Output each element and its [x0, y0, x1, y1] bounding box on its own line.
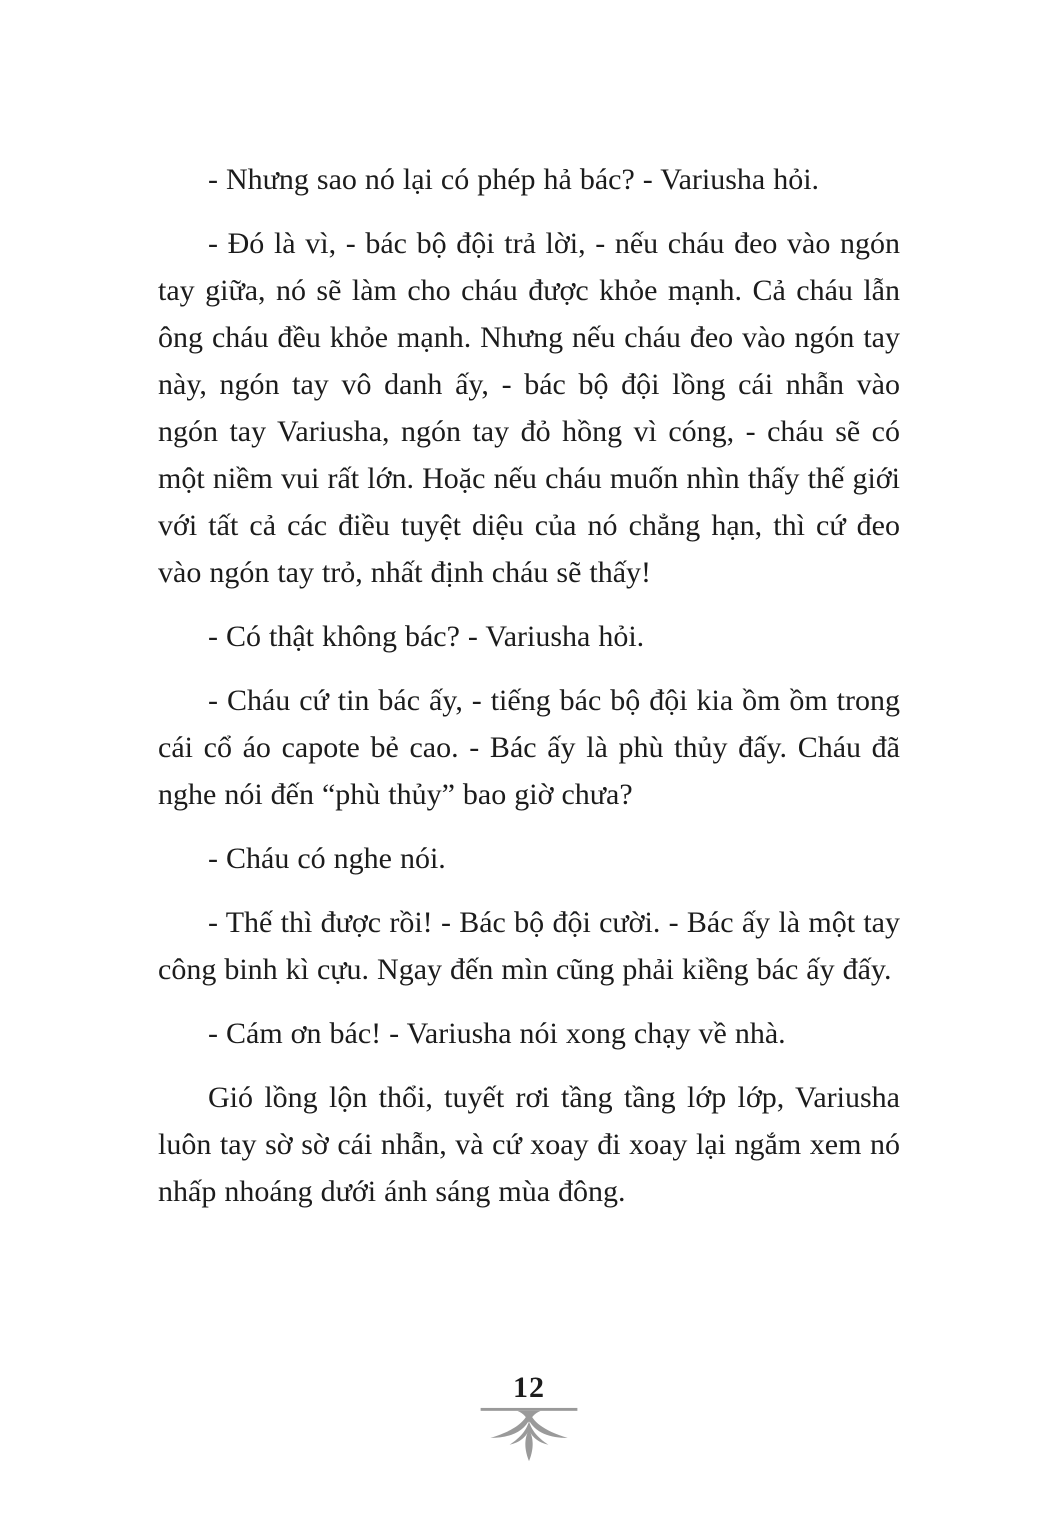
page-number: 12: [513, 1371, 545, 1404]
paragraph: Gió lồng lộn thổi, tuyết rơi tầng tầng lớp lớp, Variusha luôn tay sờ sờ cái nhẫn, và cứ xoay đi xoay lại ngắm xem nó nhấp nhoáng dưới ánh sáng mùa đông.: [158, 1081, 900, 1208]
paragraph: - Cháu cứ tin bác ấy, - tiếng bác bộ đội kia ồm ồm trong cái cổ áo capote bẻ cao. - Bác ấy là phù thủy đấy. Cháu đã nghe nói đến “phù thủy” bao giờ chưa?: [158, 684, 900, 811]
paragraph: - Nhưng sao nó lại có phép hả bác? - Variusha hỏi.: [208, 163, 820, 196]
paragraph: - Thế thì được rồi! - Bác bộ đội cười. - Bác ấy là một tay công binh kì cựu. Ngay đến mìn cũng phải kiềng bác ấy đấy.: [158, 906, 900, 986]
paragraph: - Cháu có nghe nói.: [208, 842, 446, 875]
paragraph: - Cám ơn bác! - Variusha nói xong chạy về nhà.: [208, 1017, 786, 1050]
ornament-rule: [481, 1408, 578, 1411]
text-block: [158, 156, 900, 1215]
paragraph: - Có thật không bác? - Variusha hỏi.: [208, 620, 645, 653]
fleuron-icon: [479, 1406, 579, 1466]
paragraph: - Đó là vì, - bác bộ đội trả lời, - nếu cháu đeo vào ngón tay giữa, nó sẽ làm cho cháu được khỏe mạnh. Cả cháu lẫn ông cháu đều khỏe mạnh. Nhưng nếu cháu đeo vào ngón tay này, ngón tay vô danh ấy, - bác bộ đội lồng cái nhẫn vào ngón tay Variusha, ngón tay đỏ hồng vì cóng, - cháu sẽ có một niềm vui rất lớn. Hoặc nếu cháu muốn nhìn thấy thế giới với tất cả các điều tuyệt diệu của nó chẳng hạn, thì cứ đeo vào ngón tay trỏ, nhất định cháu sẽ thấy!: [158, 227, 900, 589]
page-footer: [158, 1372, 900, 1466]
